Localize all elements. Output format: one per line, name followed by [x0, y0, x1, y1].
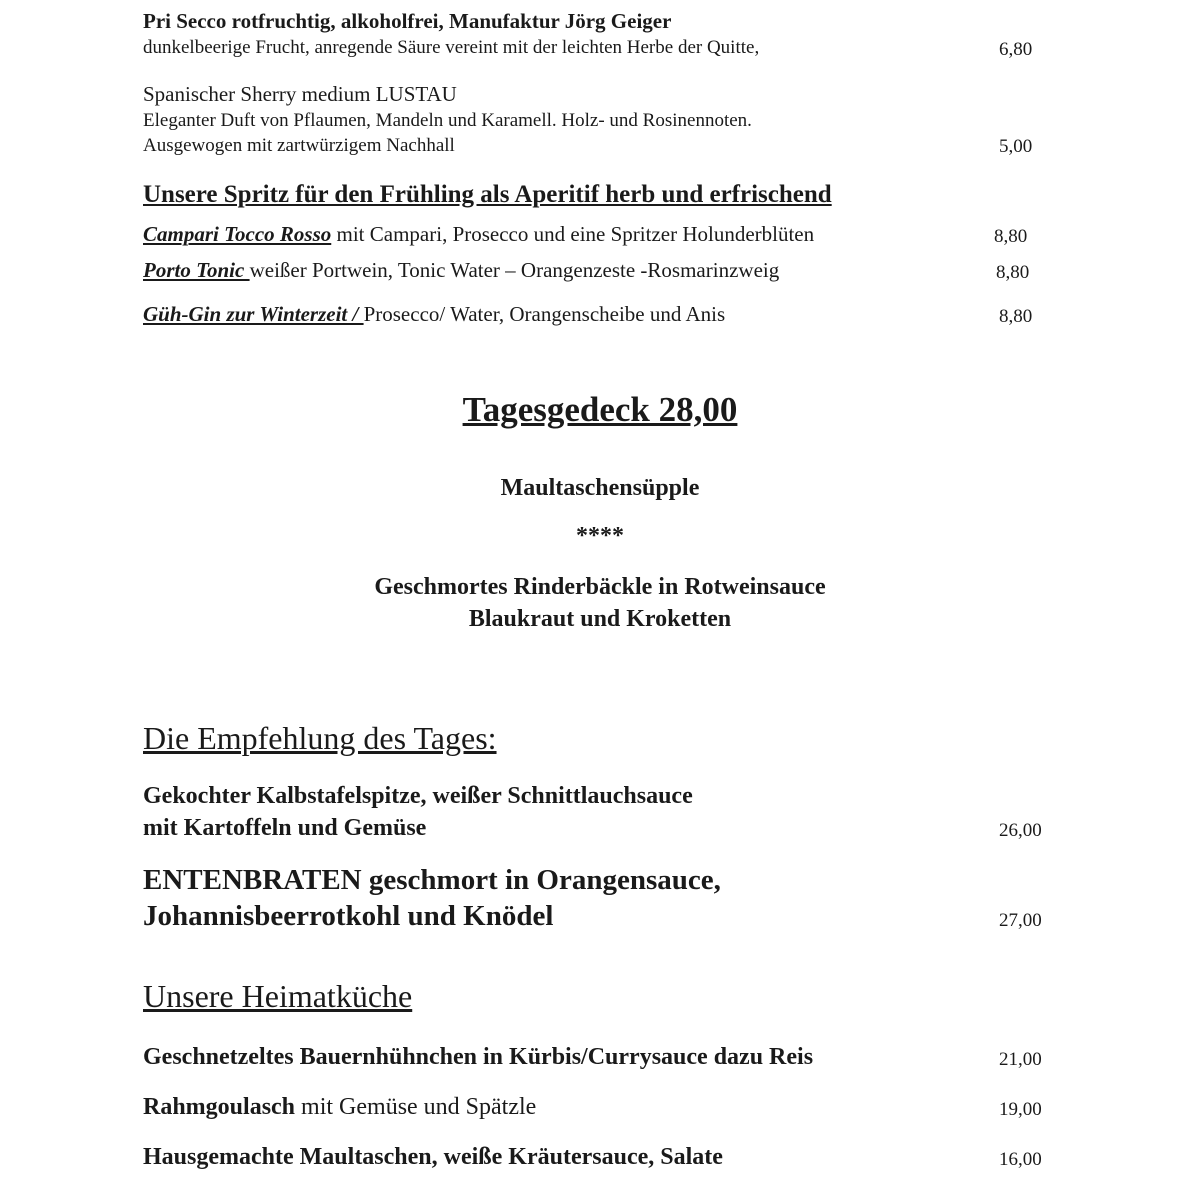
spritz-item-name: Campari Tocco Rosso: [143, 222, 332, 246]
prisecco-description: dunkelbeerige Frucht, anregende Säure vereint mit der leichten Herbe der Quitte,: [143, 37, 760, 58]
heimat-item-price: 16,00: [999, 1149, 1042, 1170]
empfehlung-item-2-description: geschmort in Orangensauce,: [361, 864, 721, 896]
empfehlung-heading: Die Empfehlung des Tages:: [143, 720, 497, 756]
spritz-item: [143, 302, 725, 327]
prisecco-price: 6,80: [999, 39, 1033, 60]
empfehlung-item-2-line-2: Johannisbeerrotkohl und Knödel: [143, 900, 554, 932]
sherry-description-1: Eleganter Duft von Pflaumen, Mandeln und Karamell. Holz- und Rosinennoten.: [143, 110, 752, 131]
empfehlung-item-1-line-2: mit Kartoffeln und Gemüse: [143, 815, 427, 841]
sherry-price: 5,00: [999, 136, 1033, 157]
empfehlung-item-2-price: 27,00: [999, 910, 1042, 931]
spritz-item-description: mit Campari, Prosecco und eine Spritzer Holunderblüten: [331, 222, 815, 246]
heimat-item-name: Rahmgoulasch: [143, 1094, 296, 1120]
heimat-item: Hausgemachte Maultaschen, weiße Kräutersauce, Salate: [143, 1144, 723, 1170]
heimat-item-price: 19,00: [999, 1099, 1042, 1120]
spritz-item-name: Porto Tonic: [143, 258, 250, 282]
spritz-heading: Unsere Spritz für den Frühling als Aperitif herb und erfrischend: [143, 181, 832, 208]
tagesgedeck-heading: Tagesgedeck 28,00: [462, 390, 738, 429]
spritz-item-price: 8,80: [994, 226, 1028, 247]
empfehlung-item-1-line-1: Gekochter Kalbstafelspitze, weißer Schnittlauchsauce: [143, 783, 693, 809]
heimat-heading: Unsere Heimatküche: [143, 978, 413, 1014]
empfehlung-item-2-line-1: [143, 864, 721, 897]
empfehlung-item-1-price: 26,00: [999, 820, 1042, 841]
sherry-title: Spanischer Sherry medium LUSTAU: [143, 82, 457, 106]
spritz-item: [143, 258, 779, 283]
heimat-item-description: mit Gemüse und Spätzle: [295, 1094, 537, 1120]
tagesgedeck-separator: ****: [576, 523, 624, 549]
spritz-item-price: 8,80: [999, 306, 1033, 327]
spritz-item-description: Prosecco/ Water, Orangenscheibe und Anis: [363, 302, 726, 326]
sherry-description-2: Ausgewogen mit zartwürzigem Nachhall: [143, 135, 455, 156]
prisecco-title: Pri Secco rotfruchtig, alkoholfrei, Manufaktur Jörg Geiger: [143, 9, 672, 33]
tagesgedeck-main-2: Blaukraut und Kroketten: [468, 606, 732, 632]
tagesgedeck-main-1: Geschmortes Rinderbäckle in Rotweinsauce: [374, 574, 826, 600]
spritz-item-description: weißer Portwein, Tonic Water – Orangenzeste -Rosmarinzweig: [249, 258, 780, 282]
empfehlung-item-2-name: ENTENBRATEN: [143, 864, 362, 896]
heimat-item: [143, 1094, 536, 1121]
spritz-item-name: Güh-Gin zur Winterzeit /: [143, 302, 364, 326]
tagesgedeck-starter: Maultaschensüpple: [500, 475, 700, 501]
spritz-item: [143, 222, 814, 247]
spritz-item-price: 8,80: [996, 262, 1030, 283]
heimat-item-price: 21,00: [999, 1049, 1042, 1070]
heimat-item: Geschnetzeltes Bauernhühnchen in Kürbis/Currysauce dazu Reis: [143, 1044, 814, 1070]
